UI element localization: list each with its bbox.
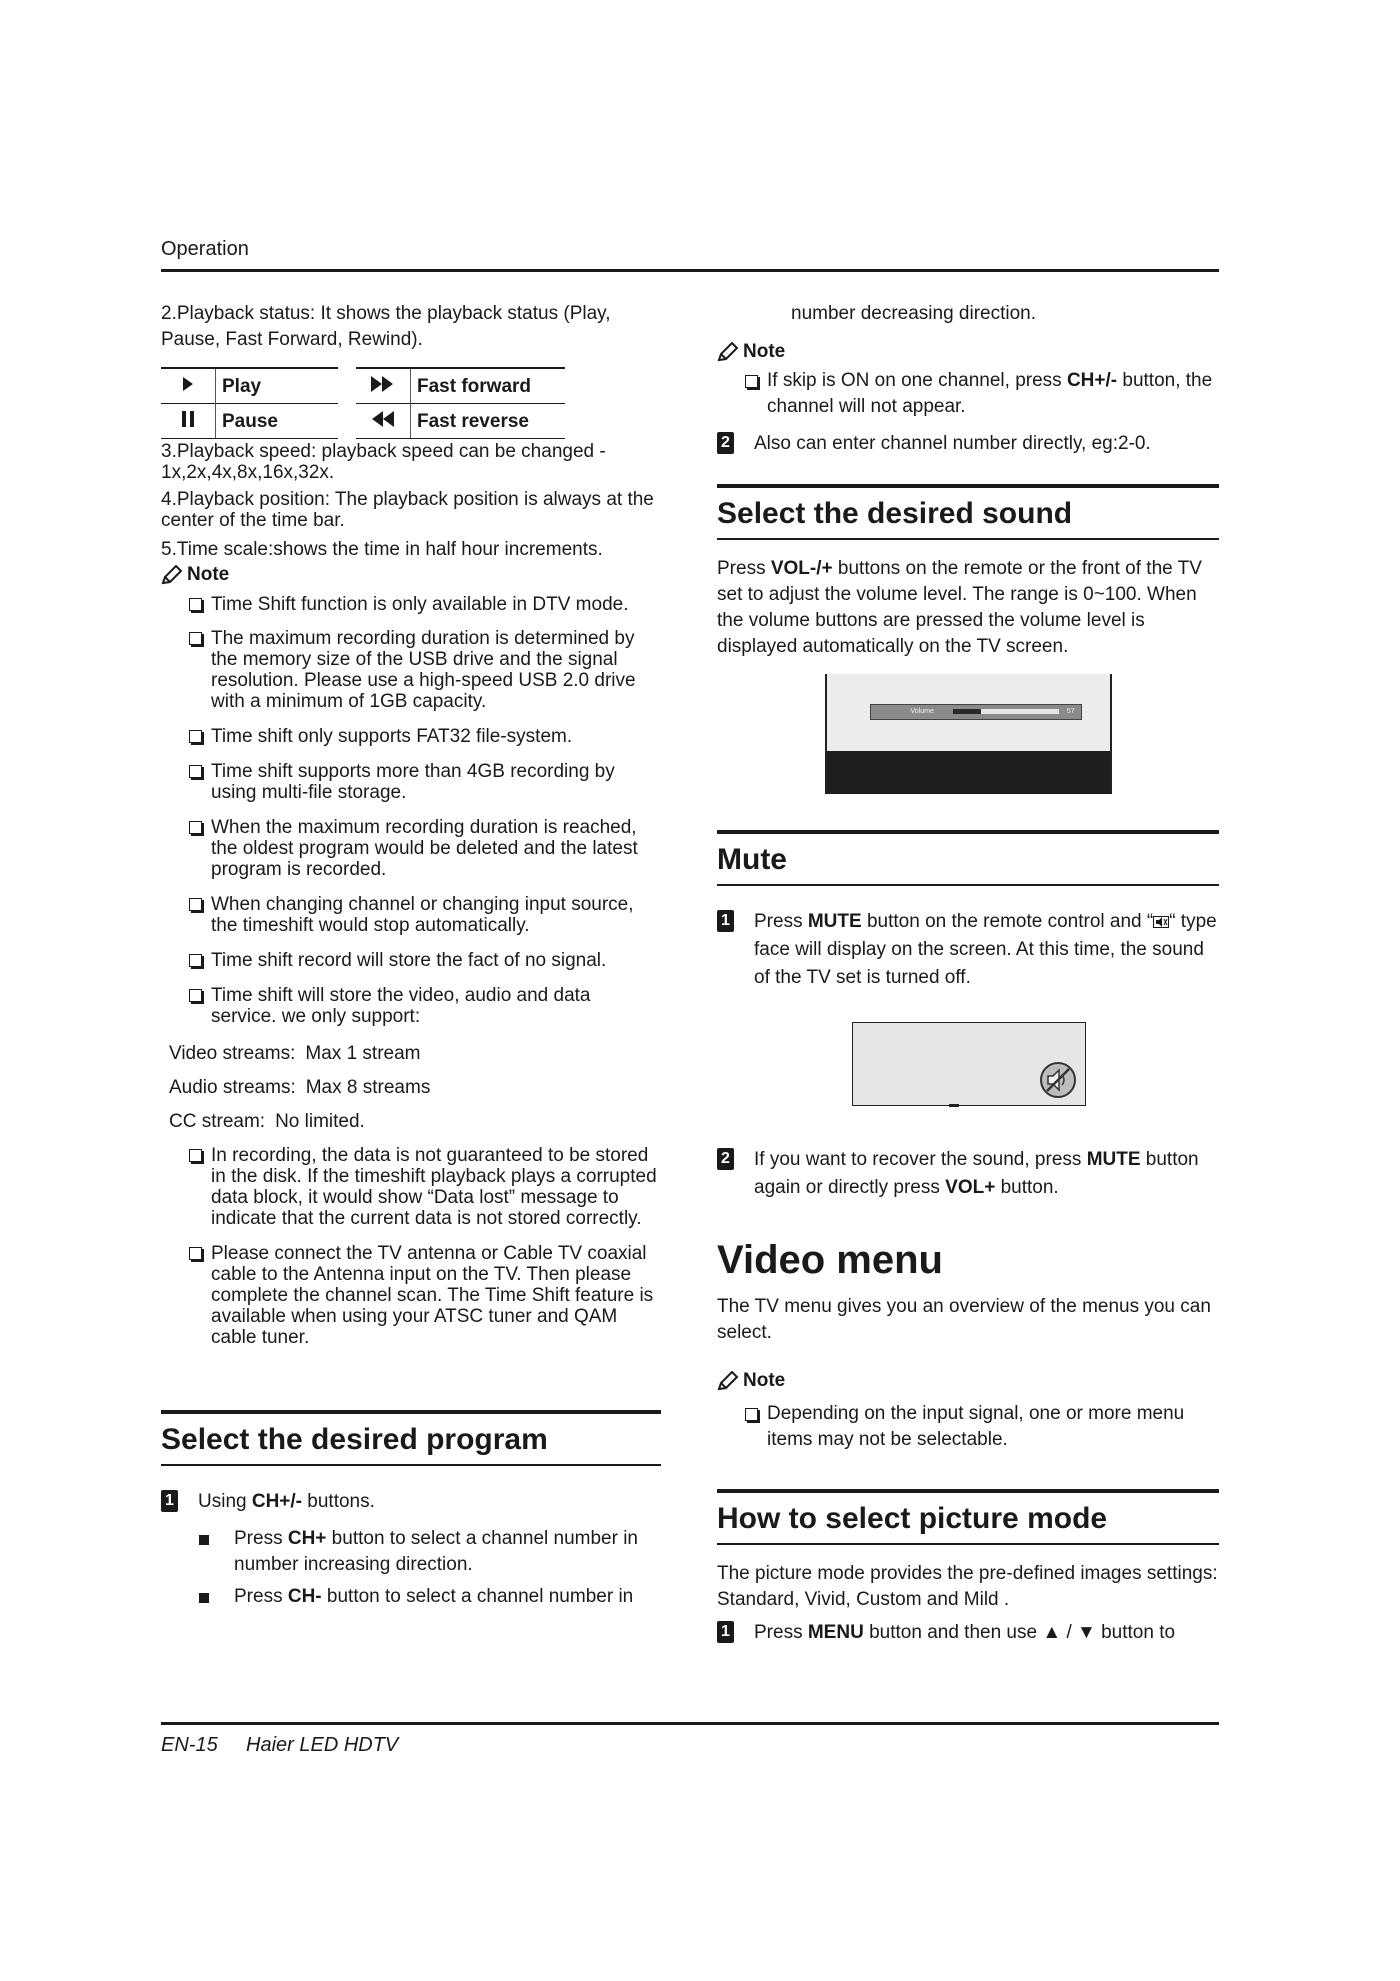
volume-label: Volume <box>910 708 934 715</box>
list-item: Time Shift function is only available in DTV mode. <box>161 591 661 618</box>
fast-forward-label: Fast forward <box>411 368 566 404</box>
step-number-1: 1 <box>161 1490 178 1512</box>
section-label: Operation <box>161 238 249 260</box>
cc-stream-line: CC stream: No limited. <box>169 1111 365 1132</box>
step-number-1: 1 <box>717 1621 734 1643</box>
play-icon <box>161 368 216 404</box>
mute-icon <box>1153 916 1169 928</box>
list-item: Time shift record will store the fact of no signal. <box>161 950 661 971</box>
note-heading <box>161 564 661 585</box>
play-label: Play <box>216 368 339 404</box>
channel-step-2: 2 Also can enter channel number directly, eg:2-0. <box>717 430 1219 458</box>
video-streams-line: Video streams: Max 1 stream <box>169 1043 421 1064</box>
select-sound-heading: Select the desired sound <box>717 484 1219 540</box>
picture-mode-heading: How to select picture mode <box>717 1489 1219 1545</box>
volume-fill <box>953 709 983 714</box>
list-item: If skip is ON on one channel, press CH+/- button, the channel will not appear. <box>717 368 1219 420</box>
video-menu-title: Video menu <box>717 1238 943 1282</box>
list-item: When changing channel or changing input source, the timeshift would stop automatically. <box>161 894 661 936</box>
note-heading <box>717 1370 1219 1391</box>
pencil-icon <box>717 1371 739 1391</box>
mute-speaker-icon <box>1039 1061 1077 1099</box>
step-number-2: 2 <box>717 1148 734 1170</box>
left-column <box>161 301 661 1610</box>
volume-track <box>981 709 1059 714</box>
list-item: When the maximum recording duration is reached, the oldest program would be deleted and the latest program is recorded. <box>161 817 661 880</box>
audio-streams-line: Audio streams: Max 8 streams <box>169 1077 431 1098</box>
fast-reverse-label: Fast reverse <box>411 404 566 439</box>
note-label: Note <box>743 341 786 362</box>
picture-step-1: 1 Press MENU button and then use ▲ / ▼ button to <box>717 1619 1219 1647</box>
list-item: Depending on the input signal, one or more menu items may not be selectable. <box>717 1401 1219 1453</box>
program-step-1: 1 Using CH+/- buttons. <box>161 1488 661 1516</box>
page-number: EN-15 <box>161 1734 218 1756</box>
mute-screen-image <box>852 1022 1086 1106</box>
pause-icon <box>161 404 216 439</box>
list-item: Please connect the TV antenna or Cable TV coaxial cable to the Antenna input on the TV. Then please complete the channel scan. The Time Shift feature is available when using your ATSC tuner and QAM cable tuner. <box>161 1243 661 1348</box>
list-item: Press CH+ button to select a channel number in number increasing direction. <box>161 1526 661 1578</box>
fast-forward-icon <box>356 368 411 404</box>
playback-status-text: 2.Playback status: It shows the playback status (Play, Pause, Fast Forward, Rewind). <box>161 303 611 350</box>
list-item: Time shift supports more than 4GB recording by using multi-file storage. <box>161 761 661 803</box>
step-number-1: 1 <box>717 910 734 932</box>
picture-mode-text: The picture mode provides the pre-defined images settings: Standard, Vivid, Custom and Mild . <box>717 1563 1218 1610</box>
table-row <box>161 404 565 439</box>
footer-title: Haier LED HDTV <box>246 1734 399 1756</box>
sound-text: Press VOL-/+ buttons on the remote or the front of the TV set to adjust the volume level. The range is 0~100. When the volume buttons are pressed the volume level is displayed automatically on the TV screen. <box>717 558 1202 657</box>
select-program-heading: Select the desired program <box>161 1410 661 1466</box>
video-menu-text: The TV menu gives you an overview of the menus you can select. <box>717 1296 1211 1343</box>
continued-text: number decreasing direction. <box>791 303 1037 324</box>
note-label: Note <box>743 1370 786 1391</box>
list-item: Time shift only supports FAT32 file-system. <box>161 726 661 747</box>
note-heading <box>717 341 1219 362</box>
volume-screen-image <box>825 674 1112 794</box>
playback-icon-table <box>161 367 565 439</box>
footer-rule <box>161 1722 1219 1725</box>
up-down-arrows: ▲ / ▼ <box>1042 1622 1096 1643</box>
fast-reverse-icon <box>356 404 411 439</box>
volume-bar <box>870 704 1082 720</box>
table-row <box>161 368 565 404</box>
pencil-icon <box>161 565 183 585</box>
pencil-icon <box>717 342 739 362</box>
time-scale-text: 5.Time scale:shows the time in half hour increments. <box>161 539 603 560</box>
list-item: Press CH- button to select a channel number in <box>161 1584 661 1610</box>
step-number-2: 2 <box>717 432 734 454</box>
mute-step-2: 2 If you want to recover the sound, press MUTE button again or directly press VOL+ button. <box>717 1146 1219 1202</box>
right-column <box>717 301 1219 1647</box>
pause-label: Pause <box>216 404 339 439</box>
list-item: Time shift will store the video, audio and data service. we only support: <box>161 985 661 1027</box>
list-item: The maximum recording duration is determined by the memory size of the USB drive and the signal resolution. Please use a high-speed USB 2.0 drive with a minimum of 1GB capacity. <box>161 628 661 712</box>
mute-heading: Mute <box>717 830 1219 886</box>
playback-speed-text: 3.Playback speed: playback speed can be changed - 1x,2x,4x,8x,16x,32x. <box>161 441 606 483</box>
playback-position-text: 4.Playback position: The playback position is always at the center of the time bar. <box>161 489 654 531</box>
list-item: In recording, the data is not guaranteed to be stored in the disk. If the timeshift playback plays a corrupted data block, it would show “Data lost” message to indicate that the current data is not stored correctly. <box>161 1145 661 1229</box>
volume-value: 57 <box>1066 708 1075 715</box>
note-label: Note <box>187 564 230 585</box>
mute-step-1: 1 Press MUTE button on the remote control and “ “ type face will display on the screen. At this time, the sound of the TV set is turned off. <box>717 908 1219 992</box>
header-rule <box>161 269 1219 272</box>
